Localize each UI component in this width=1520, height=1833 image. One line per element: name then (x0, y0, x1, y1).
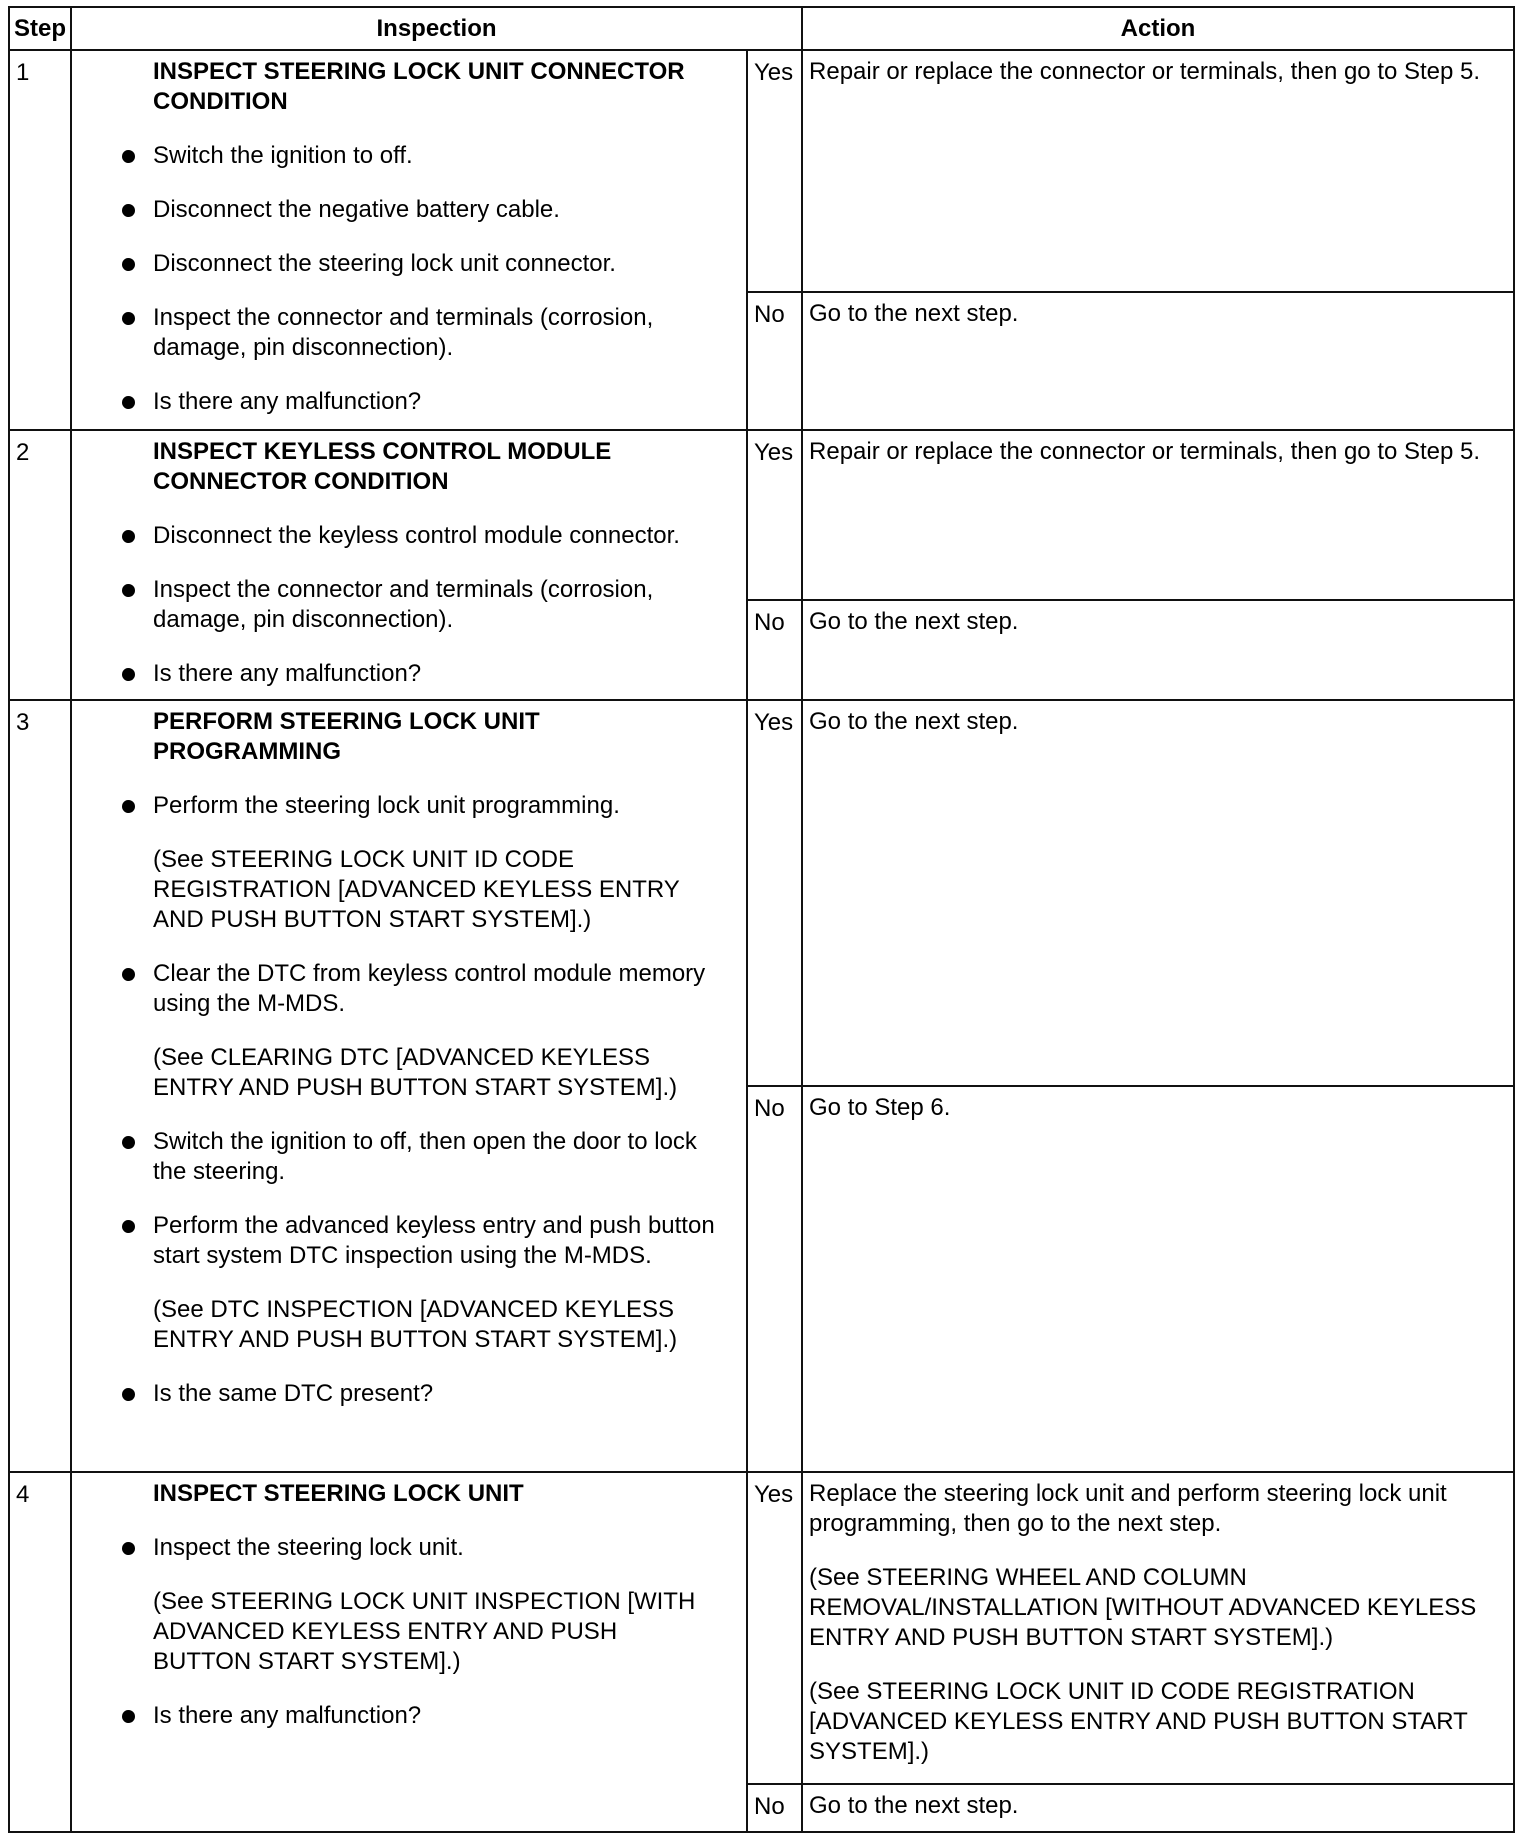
yes-label: Yes (747, 50, 802, 292)
no-action: Go to the next step. (802, 600, 1514, 700)
bullet-icon (122, 968, 135, 981)
header-action: Action (802, 7, 1514, 50)
inspection-item: Disconnect the keyless control module connector. (72, 521, 716, 551)
inspection-item: Switch the ignition to off, then open the door to lock the steering. (72, 1127, 716, 1187)
inspection-item: Inspect the connector and terminals (corrosion, damage, pin disconnection). (72, 303, 716, 363)
step-number: 4 (9, 1472, 71, 1832)
reference-note: (See STEERING LOCK UNIT ID CODE REGISTRATION [ADVANCED KEYLESS ENTRY AND PUSH BUTTON START SYSTEM].) (809, 1678, 1468, 1765)
inspection-item: Inspect the connector and terminals (corrosion, damage, pin disconnection). (72, 575, 716, 635)
inspection-cell (71, 430, 747, 700)
bullet-icon (122, 150, 135, 163)
header-row (9, 7, 1514, 50)
bullet-icon (122, 1542, 135, 1555)
inspection-cell (71, 1472, 747, 1832)
step-3-row (9, 700, 1514, 1086)
no-label: No (747, 1086, 802, 1472)
bullet-icon (122, 258, 135, 271)
step-2-row (9, 430, 1514, 600)
inspection-item: Disconnect the steering lock unit connector. (72, 249, 716, 279)
bullet-icon (122, 668, 135, 681)
no-action: Go to the next step. (802, 1784, 1514, 1832)
step-number: 1 (9, 50, 71, 430)
bullet-icon (122, 1136, 135, 1149)
no-action: Go to the next step. (802, 292, 1514, 430)
no-action: Go to Step 6. (802, 1086, 1514, 1472)
yes-label: Yes (747, 430, 802, 600)
inspection-title: INSPECT STEERING LOCK UNIT (153, 1480, 524, 1507)
header-step: Step (9, 7, 71, 50)
reference-note: (See STEERING WHEEL AND COLUMN REMOVAL/INSTALLATION [WITHOUT ADVANCED KEYLESS ENTRY AND PUSH BUTTON START SYSTEM].) (809, 1564, 1477, 1651)
bullet-icon (122, 396, 135, 409)
inspection-cell (71, 700, 747, 1472)
inspection-question: Is there any malfunction? (72, 1701, 716, 1731)
reference-note: (See STEERING LOCK UNIT ID CODE REGISTRATION [ADVANCED KEYLESS ENTRY AND PUSH BUTTON START SYSTEM].) (153, 846, 680, 933)
inspection-item: Disconnect the negative battery cable. (72, 195, 716, 225)
inspection-title: PERFORM STEERING LOCK UNIT PROGRAMMING (153, 708, 540, 765)
yes-action: Repair or replace the connector or terminals, then go to Step 5. (802, 50, 1514, 292)
yes-action: Repair or replace the connector or terminals, then go to Step 5. (802, 430, 1514, 600)
reference-note: (See DTC INSPECTION [ADVANCED KEYLESS ENTRY AND PUSH BUTTON START SYSTEM].) (153, 1296, 678, 1353)
inspection-item: Clear the DTC from keyless control module memory using the M-MDS. (72, 959, 716, 1019)
bullet-icon (122, 1388, 135, 1401)
diagnostic-table (8, 6, 1515, 1833)
step-number: 3 (9, 700, 71, 1472)
no-label: No (747, 600, 802, 700)
yes-action: Go to the next step. (802, 700, 1514, 1086)
bullet-icon (122, 530, 135, 543)
bullet-icon (122, 204, 135, 217)
header-inspection: Inspection (71, 7, 802, 50)
step-4-row (9, 1472, 1514, 1784)
reference-note: (See CLEARING DTC [ADVANCED KEYLESS ENTRY AND PUSH BUTTON START SYSTEM].) (153, 1044, 678, 1101)
inspection-question: Is the same DTC present? (72, 1379, 716, 1409)
inspection-question: Is there any malfunction? (72, 659, 716, 689)
inspection-title: INSPECT KEYLESS CONTROL MODULE CONNECTOR CONDITION (153, 438, 612, 495)
bullet-icon (122, 800, 135, 813)
yes-action-cell (802, 1472, 1514, 1784)
bullet-icon (122, 1220, 135, 1233)
yes-action: Replace the steering lock unit and perform steering lock unit programming, then go to the next step. (809, 1480, 1447, 1537)
bullet-icon (122, 312, 135, 325)
inspection-title: INSPECT STEERING LOCK UNIT CONNECTOR CONDITION (153, 58, 685, 115)
inspection-question: Is there any malfunction? (72, 387, 716, 417)
yes-label: Yes (747, 1472, 802, 1784)
inspection-item: Perform the steering lock unit programming. (72, 791, 716, 821)
reference-note: (See STEERING LOCK UNIT INSPECTION [WITH ADVANCED KEYLESS ENTRY AND PUSH BUTTON START SYSTEM].) (153, 1588, 696, 1675)
inspection-item: Inspect the steering lock unit. (72, 1533, 716, 1563)
bullet-icon (122, 584, 135, 597)
bullet-icon (122, 1710, 135, 1723)
step-number: 2 (9, 430, 71, 700)
no-label: No (747, 292, 802, 430)
inspection-item: Switch the ignition to off. (72, 141, 716, 171)
inspection-cell (71, 50, 747, 430)
inspection-item: Perform the advanced keyless entry and push button start system DTC inspection using the M-MDS. (72, 1211, 716, 1271)
step-1-row (9, 50, 1514, 292)
no-label: No (747, 1784, 802, 1832)
yes-label: Yes (747, 700, 802, 1086)
